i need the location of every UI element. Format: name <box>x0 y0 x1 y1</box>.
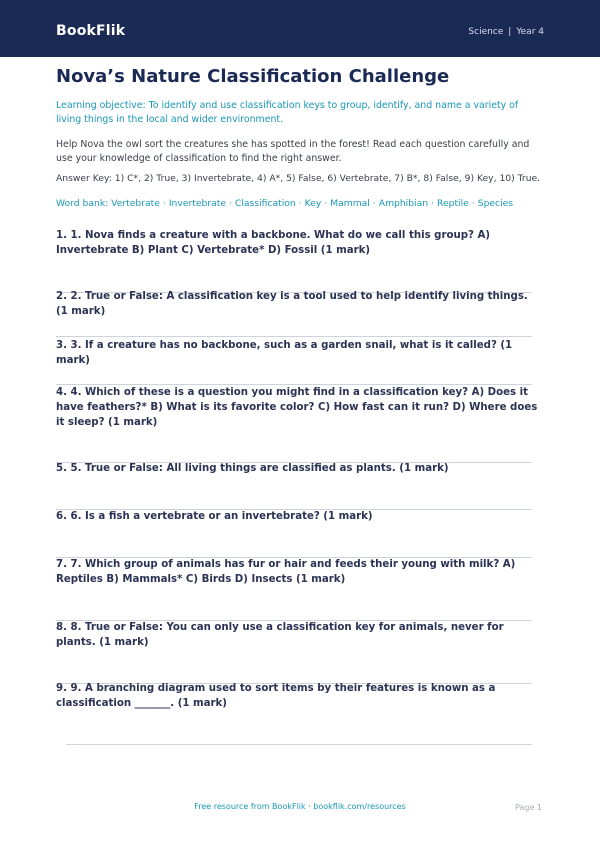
page-header <box>0 0 600 57</box>
intro-text: Help Nova the owl sort the creatures she has spotted in the forest! Read each question carefully and use your knowledge of classification to find the right answer. <box>56 139 530 164</box>
question-3: 3. 3. If a creature has no backbone, such as a garden snail, what is it called? (1 mark) <box>56 340 513 366</box>
question-9: 9. 9. A branching diagram used to sort items by their features is known as a classification _______. (1 mark) <box>56 683 496 709</box>
year-label: Year 4 <box>516 27 544 37</box>
word-bank-item: Species <box>477 198 514 209</box>
brand-logo: BookFlik <box>56 23 126 39</box>
word-bank-item: Reptile <box>436 198 469 209</box>
header-meta <box>468 27 544 37</box>
question-8: 8. 8. True or False: You can only use a classification key for animals, never for plants. (1 mark) <box>56 622 504 648</box>
page-number: Page 1 <box>515 803 542 812</box>
word-bank-item: Invertebrate <box>168 198 226 209</box>
answer-line-2[interactable] <box>56 336 532 337</box>
question-5: 5. 5. True or False: All living things are classified as plants. (1 mark) <box>56 463 449 474</box>
page-title: Nova’s Nature Classification Challenge <box>56 66 450 87</box>
question-7: 7. 7. Which group of animals has fur or hair and feeds their young with milk? A) Reptiles B) Mammals* C) Birds D) Insects (1 mark) <box>56 559 516 585</box>
word-bank-item: Mammal <box>330 198 370 209</box>
question-6: 6. 6. Is a fish a vertebrate or an invertebrate? (1 mark) <box>56 511 373 522</box>
footer-text: Free resource from BookFlik · bookflik.com/resources <box>194 802 406 811</box>
learning-objective: Learning objective: To identify and use classification keys to group, identify, and name a variety of living things in the local and wider environment. <box>56 100 519 125</box>
word-bank: Word bank: Vertebrate · Invertebrate · Classification · Key · Mammal · Amphibian · Reptile · Species <box>56 198 514 209</box>
question-2: 2. 2. True or False: A classification key is a tool used to help identify living things. (1 mark) <box>56 291 528 317</box>
word-bank-item: Classification <box>234 198 296 209</box>
word-bank-label: Word bank: <box>56 198 109 209</box>
question-1: 1. 1. Nova finds a creature with a backbone. What do we call this group? A) Invertebrate B) Plant C) Vertebrate* D) Fossil (1 mark) <box>56 230 491 256</box>
word-bank-item: Key <box>304 198 322 209</box>
subject-label: Science <box>468 27 504 37</box>
answer-line-9[interactable] <box>66 744 532 745</box>
header-separator: | <box>508 27 512 37</box>
word-bank-item: Vertebrate <box>111 198 160 209</box>
question-4: 4. 4. Which of these is a question you might find in a classification key? A) Does it have feathers?* B) What is its favorite color? C) How fast can it run? D) Where does it sleep? (1 mark) <box>56 387 538 428</box>
answer-key: Answer Key: 1) C*, 2) True, 3) Invertebrate, 4) A*, 5) False, 6) Vertebrate, 7) B*, 8) False, 9) Key, 10) True. <box>56 173 541 184</box>
word-bank-item: Amphibian <box>378 198 429 209</box>
